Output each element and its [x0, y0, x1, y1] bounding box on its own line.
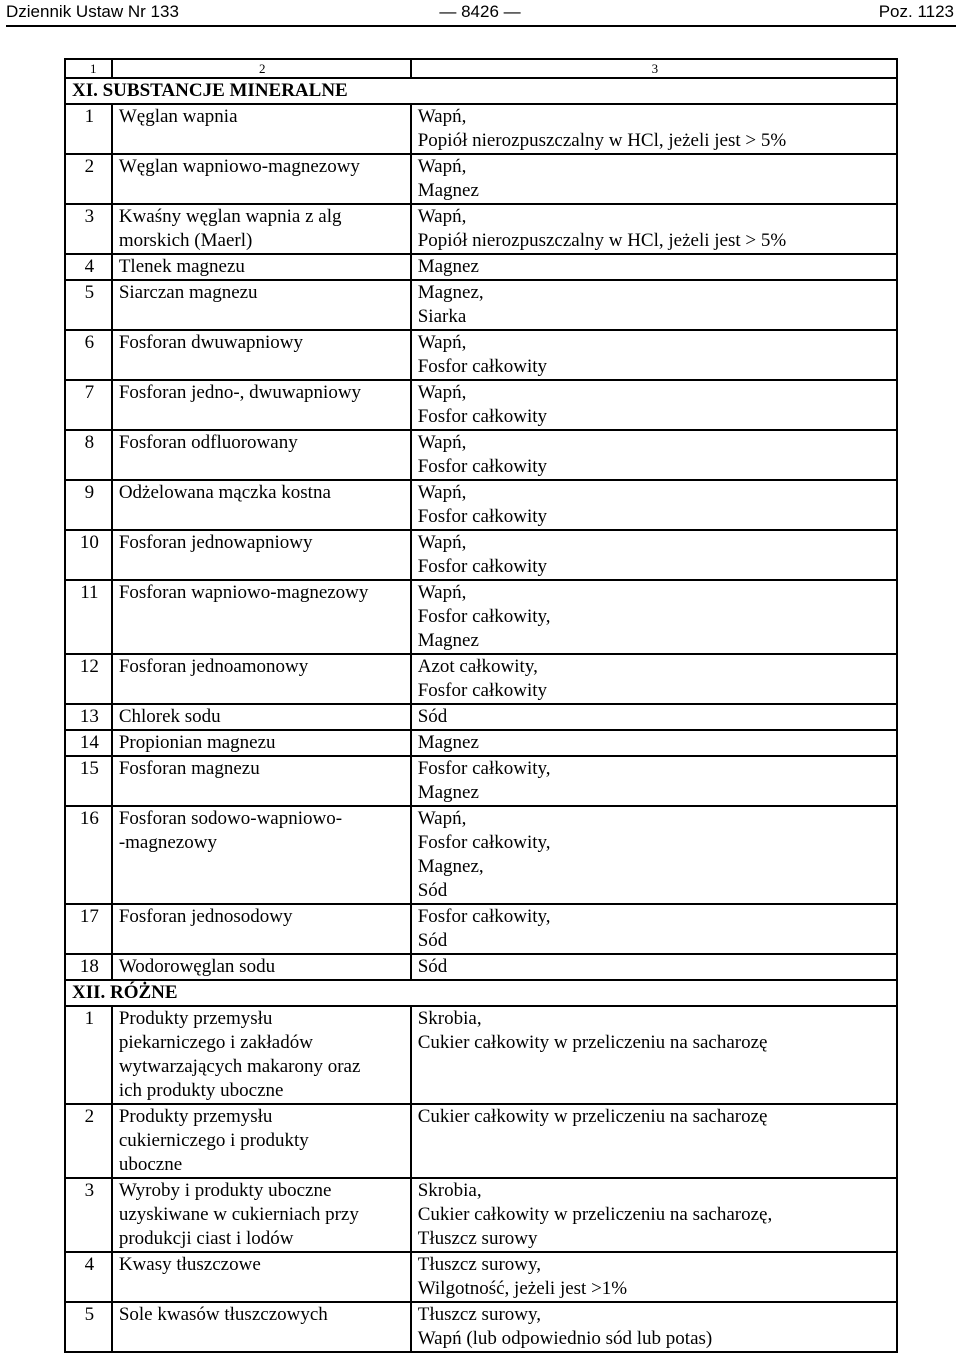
substance-name-cell [112, 954, 411, 980]
analysis-values-cell [411, 654, 897, 704]
table-row [65, 430, 897, 480]
table-row [65, 1104, 897, 1178]
analysis-values-cell [411, 380, 897, 430]
substance-name-line: ich produkty uboczne [118, 1080, 284, 1101]
section-row [65, 78, 897, 104]
analysis-values-cell [411, 1178, 897, 1252]
analysis-value-line: Fosfor całkowity, [417, 758, 551, 779]
table-row [65, 1252, 897, 1302]
analysis-value-line: Sód [417, 880, 448, 901]
analysis-value-line: Cukier całkowity w przeliczeniu na sacharozę [417, 1106, 768, 1127]
row-number: 12 [65, 654, 112, 704]
column-number-row [65, 59, 897, 78]
analysis-value-line: Fosfor całkowity [417, 680, 548, 701]
analysis-values-cell [411, 1104, 897, 1178]
substance-name-line: Fosforan wapniowo-magnezowy [118, 582, 369, 603]
substance-name-line: Wyroby i produkty uboczne [118, 1180, 332, 1201]
table-body [65, 59, 897, 1352]
analysis-value-line: Fosfor całkowity, [417, 606, 551, 627]
analysis-values-cell [411, 1006, 897, 1104]
analysis-value-line: Popiół nierozpuszczalny w HCl, jeżeli jest > 5% [417, 130, 787, 151]
analysis-value-line: Wapń (lub odpowiednio sód lub potas) [417, 1328, 713, 1349]
analysis-values-cell [411, 430, 897, 480]
analysis-value-line: Wapń, [417, 206, 467, 227]
analysis-value-line: Sód [417, 930, 448, 951]
table-row [65, 1302, 897, 1352]
analysis-value-line: Skrobia, [417, 1008, 482, 1029]
substance-name-cell [112, 530, 411, 580]
substance-name-line: Fosforan dwuwapniowy [118, 332, 304, 353]
analysis-value-line: Fosfor całkowity, [417, 906, 551, 927]
analysis-value-line: Wapń, [417, 582, 467, 603]
row-number: 5 [65, 1302, 112, 1352]
row-number: 3 [65, 1178, 112, 1252]
substances-table [64, 58, 898, 1353]
row-number: 2 [65, 1104, 112, 1178]
substance-name-line: Fosforan magnezu [118, 758, 260, 779]
substance-name-line: Wodorowęglan sodu [118, 956, 276, 977]
substance-name-line: Węglan wapniowo-magnezowy [118, 156, 360, 177]
analysis-values-cell [411, 204, 897, 254]
substance-name-cell [112, 904, 411, 954]
analysis-value-line: Tłuszcz surowy, [417, 1254, 542, 1275]
substance-name-line: piekarniczego i zakładów [118, 1032, 313, 1053]
substance-name-cell [112, 380, 411, 430]
table-row [65, 654, 897, 704]
substance-name-line: Fosforan jednosodowy [118, 906, 293, 927]
table-row [65, 954, 897, 980]
analysis-value-line: Magnez, [417, 856, 484, 877]
analysis-value-line: Fosfor całkowity [417, 556, 548, 577]
analysis-value-line: Skrobia, [417, 1180, 482, 1201]
analysis-values-cell [411, 104, 897, 154]
analysis-values-cell [411, 1302, 897, 1352]
header-rule [6, 25, 956, 27]
analysis-value-line: Siarka [417, 306, 467, 327]
substance-name-cell [112, 1006, 411, 1104]
analysis-value-line: Wapń, [417, 332, 467, 353]
analysis-values-cell [411, 280, 897, 330]
row-number: 3 [65, 204, 112, 254]
column-number: 3 [411, 59, 897, 78]
substance-name-cell [112, 756, 411, 806]
substance-name-line: Fosforan jedno-, dwuwapniowy [118, 382, 362, 403]
analysis-values-cell [411, 806, 897, 904]
analysis-value-line: Fosfor całkowity, [417, 832, 551, 853]
analysis-value-line: Wapń, [417, 482, 467, 503]
analysis-value-line: Fosfor całkowity [417, 506, 548, 527]
analysis-value-line: Tłuszcz surowy [417, 1228, 538, 1249]
table-row [65, 530, 897, 580]
row-number: 7 [65, 380, 112, 430]
substance-name-cell [112, 254, 411, 280]
table-row [65, 480, 897, 530]
substance-name-cell [112, 280, 411, 330]
table-row [65, 204, 897, 254]
table-row [65, 904, 897, 954]
substance-name-cell [112, 1302, 411, 1352]
table-row [65, 1178, 897, 1252]
analysis-value-line: Wapń, [417, 432, 467, 453]
table-row [65, 730, 897, 756]
analysis-values-cell [411, 530, 897, 580]
analysis-values-cell [411, 730, 897, 756]
analysis-value-line: Wapń, [417, 106, 467, 127]
analysis-value-line: Azot całkowity, [417, 656, 538, 677]
substance-name-line: Siarczan magnezu [118, 282, 258, 303]
row-number: 1 [65, 1006, 112, 1104]
substance-name-line: cukierniczego i produkty [118, 1130, 309, 1151]
analysis-value-line: Magnez [417, 630, 479, 651]
row-number: 14 [65, 730, 112, 756]
substance-name-line: Propionian magnezu [118, 732, 276, 753]
section-title: XI. SUBSTANCJE MINERALNE [65, 78, 897, 104]
table-row [65, 580, 897, 654]
table-row [65, 280, 897, 330]
substance-name-line: Kwasy tłuszczowe [118, 1254, 261, 1275]
substance-name-line: Węglan wapnia [118, 106, 238, 127]
substance-name-line: Produkty przemysłu [118, 1008, 273, 1029]
table-row [65, 104, 897, 154]
analysis-value-line: Wapń, [417, 382, 467, 403]
substance-name-cell [112, 730, 411, 756]
row-number: 4 [65, 1252, 112, 1302]
substance-name-line: Chlorek sodu [118, 706, 221, 727]
table-row [65, 254, 897, 280]
table-row [65, 1006, 897, 1104]
substance-name-line: Fosforan jednoamonowy [118, 656, 309, 677]
substance-name-line: -magnezowy [118, 832, 217, 853]
row-number: 2 [65, 154, 112, 204]
substance-name-cell [112, 654, 411, 704]
substance-name-cell [112, 704, 411, 730]
row-number: 10 [65, 530, 112, 580]
row-number: 18 [65, 954, 112, 980]
analysis-value-line: Wilgotność, jeżeli jest >1% [417, 1278, 628, 1299]
substance-name-line: Fosforan sodowo-wapniowo- [118, 808, 343, 829]
substance-name-line: Fosforan odfluorowany [118, 432, 298, 453]
substance-name-cell [112, 806, 411, 904]
analysis-values-cell [411, 904, 897, 954]
row-number: 15 [65, 756, 112, 806]
column-number: 2 [112, 59, 411, 78]
analysis-values-cell [411, 1252, 897, 1302]
section-row [65, 980, 897, 1006]
table-row [65, 154, 897, 204]
analysis-value-line: Fosfor całkowity [417, 406, 548, 427]
position-number: Poz. 1123 [878, 2, 954, 21]
row-number: 8 [65, 430, 112, 480]
column-number: 1 [65, 59, 112, 78]
row-number: 6 [65, 330, 112, 380]
substance-name-cell [112, 104, 411, 154]
analysis-value-line: Wapń, [417, 156, 467, 177]
substance-name-cell [112, 480, 411, 530]
section-title: XII. RÓŻNE [65, 980, 897, 1006]
substance-name-line: Kwaśny węglan wapnia z alg [118, 206, 342, 227]
row-number: 4 [65, 254, 112, 280]
analysis-value-line: Magnez [417, 256, 479, 277]
analysis-value-line: Sód [417, 956, 448, 977]
substance-name-cell [112, 580, 411, 654]
substance-name-cell [112, 1252, 411, 1302]
substance-name-cell [112, 430, 411, 480]
analysis-values-cell [411, 580, 897, 654]
row-number: 17 [65, 904, 112, 954]
substance-name-line: wytwarzających makarony oraz [118, 1056, 361, 1077]
analysis-values-cell [411, 704, 897, 730]
row-number: 1 [65, 104, 112, 154]
row-number: 16 [65, 806, 112, 904]
substance-name-line: uboczne [118, 1154, 183, 1175]
substance-name-line: Produkty przemysłu [118, 1106, 273, 1127]
table-row [65, 704, 897, 730]
table-row [65, 380, 897, 430]
analysis-value-line: Popiół nierozpuszczalny w HCl, jeżeli jest > 5% [417, 230, 787, 251]
analysis-value-line: Fosfor całkowity [417, 356, 548, 377]
substance-name-cell [112, 330, 411, 380]
substance-name-line: uzyskiwane w cukierniach przy [118, 1204, 359, 1225]
row-number: 11 [65, 580, 112, 654]
row-number: 13 [65, 704, 112, 730]
analysis-value-line: Wapń, [417, 808, 467, 829]
substance-name-line: produkcji ciast i lodów [118, 1228, 294, 1249]
table-row [65, 806, 897, 904]
analysis-values-cell [411, 330, 897, 380]
page-number: — 8426 — [439, 2, 521, 21]
substance-name-line: Odżelowana mączka kostna [118, 482, 331, 503]
analysis-value-line: Wapń, [417, 532, 467, 553]
substance-name-line: Fosforan jednowapniowy [118, 532, 313, 553]
row-number: 9 [65, 480, 112, 530]
analysis-value-line: Tłuszcz surowy, [417, 1304, 542, 1325]
substance-name-line: Tlenek magnezu [118, 256, 245, 277]
page-header [0, 0, 960, 24]
analysis-value-line: Cukier całkowity w przeliczeniu na sacharozę, [417, 1204, 773, 1225]
analysis-value-line: Cukier całkowity w przeliczeniu na sacharozę [417, 1032, 768, 1053]
journal-title: Dziennik Ustaw Nr 133 [6, 2, 179, 21]
substance-name-cell [112, 154, 411, 204]
substance-name-line: Sole kwasów tłuszczowych [118, 1304, 328, 1325]
analysis-values-cell [411, 154, 897, 204]
substance-name-cell [112, 1178, 411, 1252]
analysis-values-cell [411, 480, 897, 530]
analysis-values-cell [411, 756, 897, 806]
row-number: 5 [65, 280, 112, 330]
analysis-value-line: Sód [417, 706, 448, 727]
analysis-values-cell [411, 254, 897, 280]
substance-name-cell [112, 1104, 411, 1178]
table-row [65, 756, 897, 806]
analysis-value-line: Magnez [417, 782, 479, 803]
substance-name-line: morskich (Maerl) [118, 230, 253, 251]
analysis-value-line: Magnez [417, 180, 479, 201]
table-row [65, 330, 897, 380]
analysis-value-line: Magnez [417, 732, 479, 753]
substance-name-cell [112, 204, 411, 254]
analysis-value-line: Fosfor całkowity [417, 456, 548, 477]
analysis-values-cell [411, 954, 897, 980]
analysis-value-line: Magnez, [417, 282, 484, 303]
